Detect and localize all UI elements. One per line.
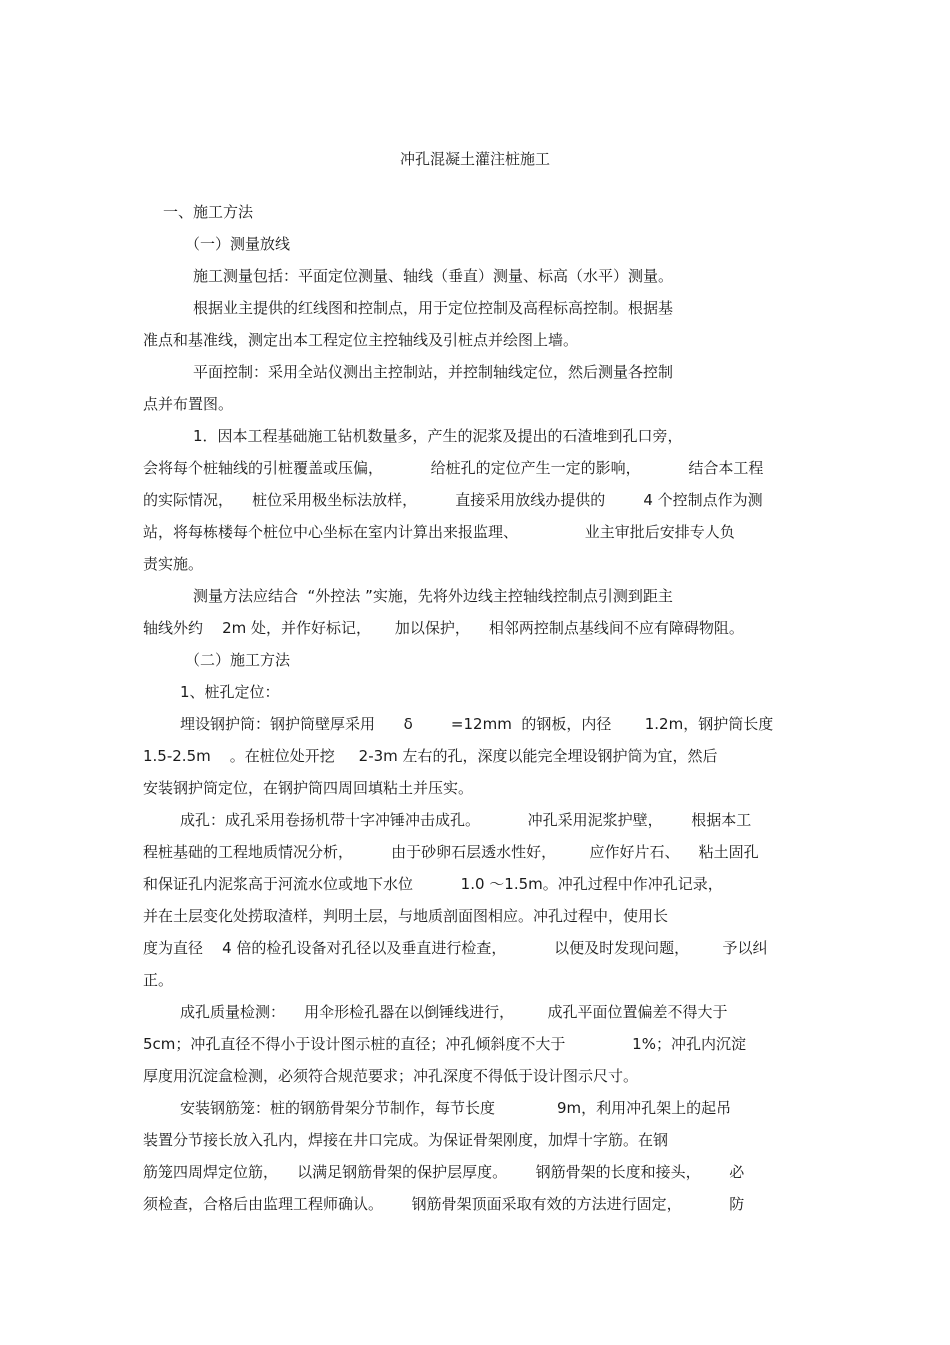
paragraph-line: 程桩基础的工程地质情况分析， 由于砂卵石层透水性好， 应作好片石、 粘土固孔 — [143, 843, 759, 861]
paragraph-line: 厚度用沉淀盒检测，必须符合规范要求；冲孔深度不得低于设计图示尺寸。 — [143, 1067, 639, 1085]
paragraph-line: 1、桩孔定位： — [180, 683, 280, 701]
paragraph-line: 安装钢筋笼：桩的钢筋骨架分节制作，每节长度 9m，利用冲孔架上的起吊 — [180, 1099, 732, 1117]
paragraph-line: 并在土层变化处捞取渣样，判明土层，与地质剖面图相应。冲孔过程中，使用长 — [143, 907, 669, 925]
paragraph-line: 的实际情况， 桩位采用极坐标法放样， 直接采用放线办提供的 4 个控制点作为测 — [143, 491, 763, 509]
paragraph-line: 点并布置图。 — [143, 395, 234, 413]
paragraph-line: 1．因本工程基础施工钻机数量多，产生的泥浆及提出的石渣堆到孔口旁， — [193, 427, 683, 445]
paragraph-line: 测量方法应结合 “外控法 ”实施，先将外边线主控轴线控制点引测到距主 — [193, 587, 673, 605]
paragraph-line: 轴线外约 2m 处，并作好标记， 加以保护， 相邻两控制点基线间不应有障碍物阻。 — [143, 619, 744, 637]
section-heading: 一、施工方法 — [163, 203, 254, 221]
document-title: 冲孔混凝土灌注桩施工 — [399, 150, 550, 168]
paragraph-line: 筋笼四周焊定位筋， 以满足钢筋骨架的保护层厚度。 钢筋骨架的长度和接头， 必 — [143, 1163, 745, 1181]
paragraph-line: 成孔：成孔采用卷扬机带十字冲锤冲击成孔。 冲孔采用泥浆护壁， 根据本工 — [180, 811, 752, 829]
paragraph-line: 平面控制：采用全站仪测出主控制站，并控制轴线定位，然后测量各控制 — [193, 363, 674, 381]
paragraph-line: 会将每个桩轴线的引桩覆盖或压偏， 给桩孔的定位产生一定的影响， 结合本工程 — [143, 459, 764, 477]
paragraph-line: 施工测量包括：平面定位测量、轴线（垂直）测量、标高（水平）测量。 — [193, 267, 674, 285]
paragraph-line: 和保证孔内泥浆高于河流水位或地下水位 1.0 ～1.5m。冲孔过程中作冲孔记录， — [143, 875, 723, 893]
paragraph-line: 根据业主提供的红线图和控制点，用于定位控制及高程标高控制。根据基 — [193, 299, 674, 317]
paragraph-line: 1.5-2.5m 。在桩位处开挖 2-3m 左右的孔，深度以能完全埋设钢护筒为宜，然后 — [143, 747, 718, 765]
paragraph-line: 成孔质量检测： 用伞形检孔器在以倒锤线进行， 成孔平面位置偏差不得大于 — [180, 1003, 728, 1021]
paragraph-line: 装置分节接长放入孔内，焊接在井口完成。为保证骨架刚度，加焊十字筋。在钢 — [143, 1131, 669, 1149]
paragraph-line: 须检查，合格后由监理工程师确认。 钢筋骨架顶面采取有效的方法进行固定， 防 — [143, 1195, 745, 1213]
paragraph-line: 度为直径 4 倍的检孔设备对孔径以及垂直进行检查， 以便及时发现问题， 予以纠 — [143, 939, 768, 957]
subsection-heading: （一）测量放线 — [185, 235, 291, 253]
paragraph-line: 责实施。 — [143, 555, 204, 573]
paragraph-line: 安装钢护筒定位，在钢护筒四周回填粘土并压实。 — [143, 779, 474, 797]
paragraph-line: 正。 — [143, 971, 174, 989]
subsection-heading: （二）施工方法 — [185, 651, 291, 669]
paragraph-line: 站，将每栋楼每个桩位中心坐标在室内计算出来报监理、 业主审批后安排专人负 — [143, 523, 735, 541]
paragraph-line: 5cm；冲孔直径不得小于设计图示桩的直径；冲孔倾斜度不大于 1%；冲孔内沉淀 — [143, 1035, 746, 1053]
paragraph-line: 准点和基准线，测定出本工程定位主控轴线及引桩点并绘图上墙。 — [143, 331, 579, 349]
paragraph-line: 埋设钢护筒：钢护筒壁厚采用 δ =12mm 的钢板，内径 1.2m，钢护筒长度 — [180, 715, 774, 733]
